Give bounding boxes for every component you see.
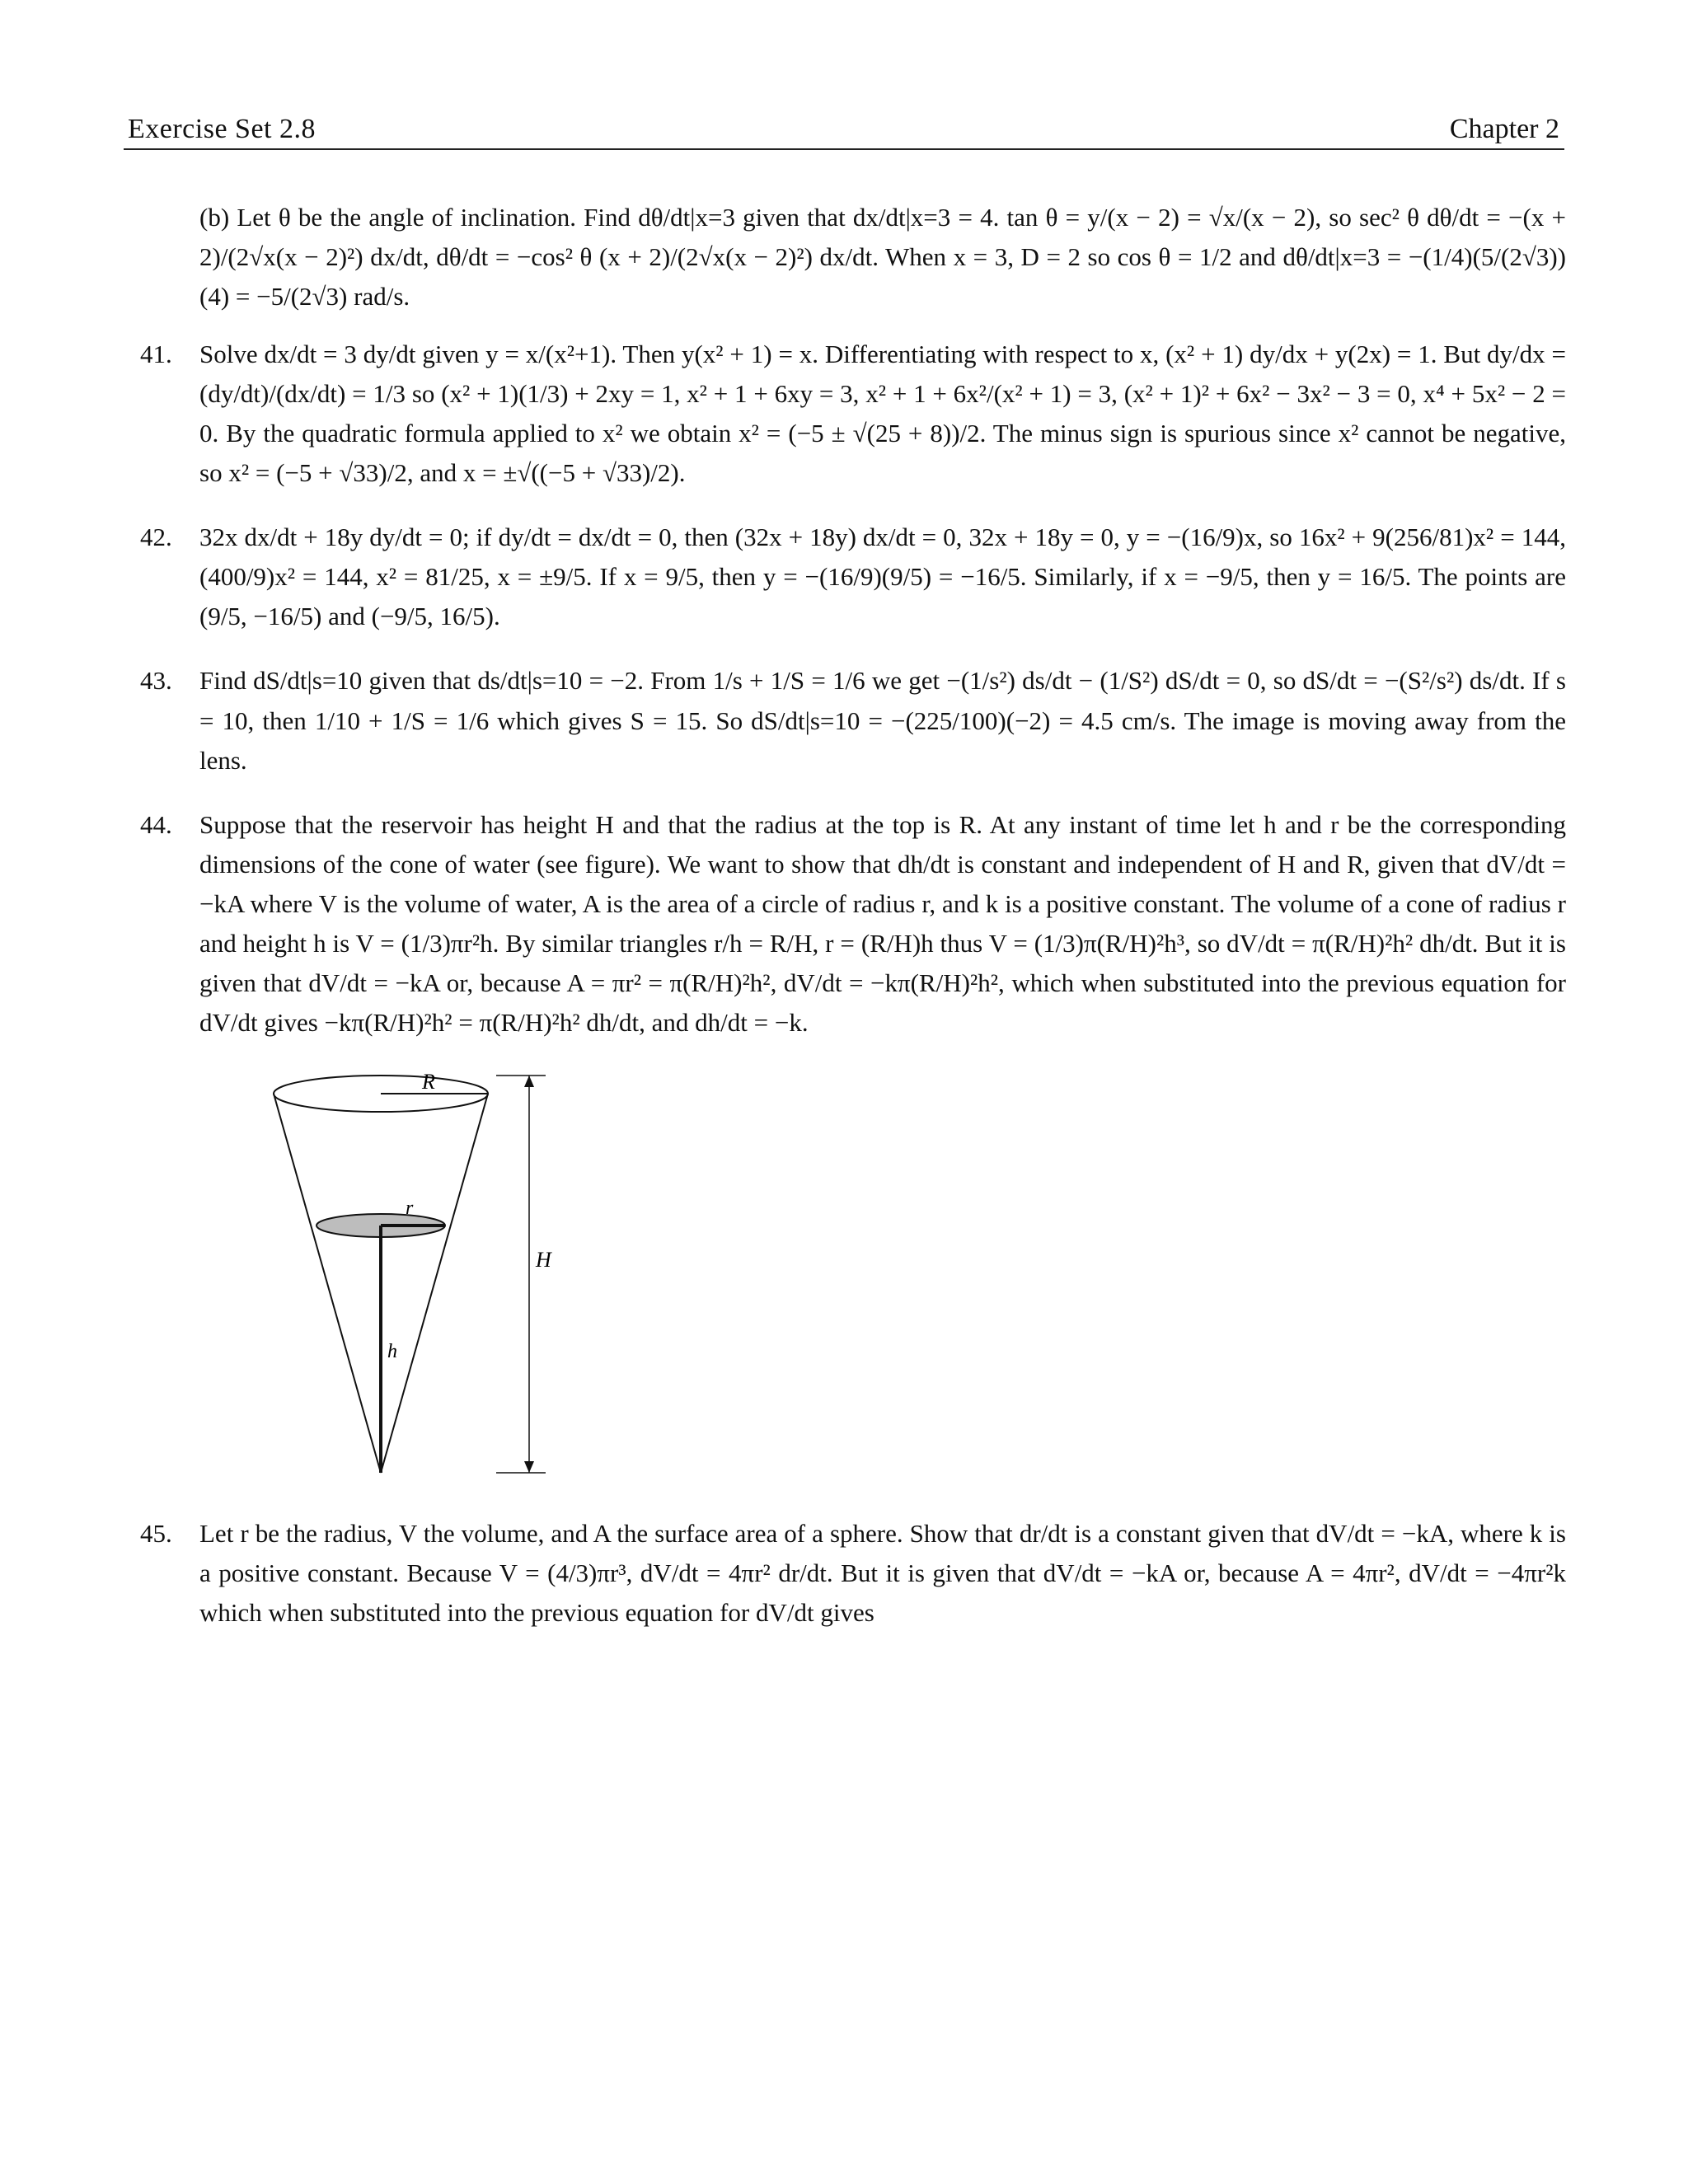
running-header-left: Exercise Set 2.8 [128,114,316,144]
label-H: H [536,1247,551,1272]
solution-40b [140,198,1566,316]
solution-number: 41. [140,340,172,369]
cone-diagram [257,1061,603,1489]
header-rule [124,148,1564,150]
cone-right-side [381,1094,488,1473]
solution-number: 44. [140,809,172,839]
solution-text: Find dS/dt|s=10 given that ds/dt|s=10 = −2. From 1/s + 1/S = 1/6 we get −(1/s²) ds/dt − (1/S²) dS/dt = 0, so dS/dt = −(S²/s²) ds/dt. If s = 10, then 1/10 + 1/S = 1/6 which gives S = 15. So dS/dt|s=10 = −(225/100)(−2) = 4.5 cm/s. The image is moving away from the lens. [199,666,1566,775]
solution-43 [140,661,1566,780]
H-arrow-top [524,1076,534,1087]
solution-text: Suppose that the reservoir has height H and that the radius at the top is R. At any instant of time let h and r be the corresponding dimensions of the cone of water (see figure). We want to show that dh/dt is constant and independent of H and R, given that dV/dt = −kA where V is the volume of water, A is the area of a circle of radius r, and k is a positive constant. The volume of a cone of radius r and height h is V = (1/3)πr²h. By similar triangles r/h = R/H, r = (R/H)h thus V = (1/3)π(R/H)²h³, so dV/dt = π(R/H)²h² dh/dt. But it is given that dV/dt = −kA or, because A = πr² = π(R/H)²h², dV/dt = −kπ(R/H)²h², which when substituted into the previous equation for dV/dt gives −kπ(R/H)²h² = π(R/H)²h² dh/dt, and dh/dt = −k. [199,809,1566,1037]
solution-number: 42. [140,523,172,552]
solution-number: 43. [140,666,172,696]
solution-text: Solve dx/dt = 3 dy/dt given y = x/(x²+1). Then y(x² + 1) = x. Differentiating with respect to x, (x² + 1) dy/dx + y(2x) = 1. But dy/dx = (dy/dt)/(dx/dt) = 1/3 so (x² + 1)(1/3) + 2xy = 1, x² + 1 + 6xy = 3, x² + 1 + 6x²/(x² + 1) = 3, (x² + 1)² + 6x² − 3x² − 3 = 0, x⁴ + 5x² − 2 = 0. By the quadratic formula applied to x² we obtain x² = (−5 ± √(25 + 8))/2. The minus sign is spurious since x² cannot be negative, so x² = (−5 + √33)/2, and x = ±√((−5 + √33)/2). [199,340,1566,488]
solution-number: 45. [140,1518,172,1548]
solution-text: 32x dx/dt + 18y dy/dt = 0; if dy/dt = dx/dt = 0, then (32x + 18y) dx/dt = 0, 32x + 18y = 0, y = −(16/9)x, so 16x² + 9(256/81)x² = 144, (400/9)x² = 144, x² = 81/25, x = ±9/5. If x = 9/5, then y = −(16/9)(9/5) = −16/5. Similarly, if x = −9/5, then y = 16/5. The points are (9/5, −16/5) and (−9/5, 16/5). [199,523,1566,631]
label-r: r [406,1197,414,1219]
solution-text: Let r be the radius, V the volume, and A the surface area of a sphere. Show that dr/dt is a constant given that dV/dt = −kA, where k is a positive constant. Because V = (4/3)πr³, dV/dt = 4πr² dr/dt. But it is given that dV/dt = −kA or, because A = 4πr², dV/dt = −4πr²k which when substituted into the previous equation for dV/dt gives [199,1518,1566,1627]
solution-45 [140,1514,1566,1633]
running-header-right: Chapter 2 [1449,114,1559,144]
label-h: h [387,1340,397,1362]
solution-42 [140,518,1566,636]
solution-44 [140,805,1566,1489]
solution-40b-text: (b) Let θ be the angle of inclination. Find dθ/dt|x=3 given that dx/dt|x=3 = 4. tan θ = y/(x − 2) = √x/(x − 2), so sec² θ dθ/dt = −(x + 2)/(2√x(x − 2)²) dx/dt, dθ/dt = −cos² θ (x + 2)/(2√x(x − 2)²) dx/dt. When x = 3, D = 2 so cos θ = 1/2 and dθ/dt|x=3 = −(1/4)(5/(2√3))(4) = −5/(2√3) rad/s. [199,203,1566,312]
label-R: R [422,1069,435,1094]
H-arrow-bottom [524,1461,534,1473]
solution-41 [140,335,1566,493]
cone-left-side [274,1094,381,1473]
cone-figure [257,1061,603,1489]
solutions-body [140,198,1566,1657]
